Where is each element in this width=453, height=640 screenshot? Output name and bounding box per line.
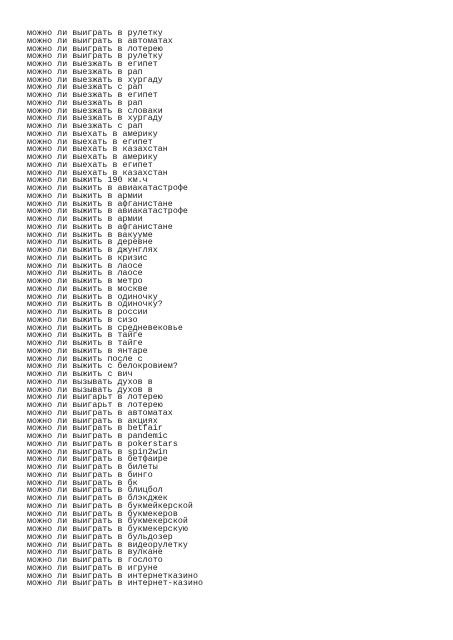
text-line: можно ли выжить 190 км.ч <box>27 176 148 186</box>
text-line: можно ли выиграть в интернетказино <box>27 571 198 581</box>
text-line: можно ли выехать в казахстан <box>27 168 168 178</box>
text-line: можно ли выиграть в интернет-казино <box>27 579 204 589</box>
text-line: можно ли выиграть в букмекеров <box>27 509 178 519</box>
text-line: можно ли выехать в казахстан <box>27 145 168 155</box>
text-line: можно ли выехать в америку <box>27 129 158 139</box>
text-line: можно ли выжить в кризис <box>27 253 148 263</box>
text-line: можно ли выиграть в блэкджек <box>27 494 168 503</box>
text-line: можно ли выжить в метро <box>27 277 143 286</box>
text-line: можно ли выиграть в букмекерской <box>27 517 188 527</box>
text-line: можно ли выиграть в betfair <box>27 424 163 434</box>
text-line: можно ли выжить в одиночку? <box>27 300 163 310</box>
text-line: можно ли выиграть в акциях <box>27 416 158 426</box>
text-line: можно ли выжить в афганистане <box>27 222 173 232</box>
text-line: можно ли выжить в вакууме <box>27 230 153 240</box>
text-line: можно ли выехать в египет <box>27 160 153 170</box>
text-line: можно ли выжить в москве <box>27 284 148 294</box>
text-line: можно ли выиграть в лотерею <box>27 44 163 54</box>
text-line: можно ли выиграть в бульдозер <box>27 532 173 542</box>
text-line: можно ли выезжать в рап <box>27 98 143 108</box>
text-line: можно ли выжить с вич <box>27 370 133 379</box>
text-line: можно ли выжить в армии <box>27 191 143 201</box>
text-line: можно ли выиграть в рулетку <box>27 52 163 62</box>
text-line: можно ли выиграть в игруне <box>27 563 158 573</box>
text-line: можно ли выезжать в хургаду <box>27 75 163 85</box>
text-line: можно ли выжить с белокровием? <box>27 362 178 372</box>
text-line: можно ли выиграть в автоматах <box>27 408 173 418</box>
text-line: можно ли выехать в америку <box>27 153 158 162</box>
text-line: можно ли выжить в одиночку <box>27 292 158 302</box>
text-line: можно ли выжить в янтаре <box>27 346 148 356</box>
text-line: можно ли выиграть в бинго <box>27 470 153 480</box>
text-line: можно ли выиграть в автоматах <box>27 36 173 46</box>
text-line: можно ли выиграть в рулетку <box>27 29 163 38</box>
text-line: можно ли выехать в египет <box>27 137 153 147</box>
text-line: можно ли выигарьт в лотерею <box>27 401 163 410</box>
text-line: можно ли выжить в лаосе <box>27 269 143 279</box>
text-line: можно ли выиграть в гослото <box>27 556 163 565</box>
text-line: можно ли выжить в средневековье <box>27 323 183 333</box>
text-line: можно ли выезжать с рап <box>27 83 143 93</box>
text-line: можно ли выжить в лаосе <box>27 261 143 271</box>
text-line: можно ли выиграть в бк <box>27 478 138 488</box>
text-line: можно ли выиграть в блицбол <box>27 486 163 496</box>
text-lines <box>27 30 203 588</box>
text-line: можно ли выигарьт в лотерею <box>27 393 163 403</box>
text-line: можно ли выиграть в spin2win <box>27 447 168 457</box>
text-line: можно ли выжить в тайге <box>27 331 143 341</box>
text-line: можно ли выиграть в букмекерскую <box>27 525 188 534</box>
text-line: можно ли выиграть в pokerstars <box>27 439 178 449</box>
text-line: можно ли вызывать духов в <box>27 377 153 387</box>
text-line: можно ли выиграть в букмейкерской <box>27 501 193 511</box>
text-line: можно ли выезжать в рап <box>27 67 143 77</box>
text-line: можно ли выиграть в pandemic <box>27 432 168 441</box>
text-line: можно ли выезжать в египет <box>27 60 158 69</box>
text-line: можно ли выиграть в вулкане <box>27 548 163 558</box>
text-line: можно ли выжить в джунглях <box>27 246 158 255</box>
text-line: можно ли выжить после с <box>27 354 143 364</box>
text-line: можно ли выжить в деревне <box>27 238 153 248</box>
text-line: можно ли выиграть в бетфаире <box>27 455 168 465</box>
text-line: можно ли выжить в россии <box>27 308 148 317</box>
text-line: можно ли вызывать духов в <box>27 385 153 395</box>
text-line: можно ли выжить в авиакатастрофе <box>27 207 188 217</box>
text-line: можно ли выжить в сизо <box>27 315 138 325</box>
text-line: можно ли выжить в авиакатастрофе <box>27 184 188 193</box>
text-line: можно ли выиграть в билеты <box>27 463 158 472</box>
text-line: можно ли выиграть в видеорулетку <box>27 540 188 550</box>
text-line: можно ли выезжать в словаки <box>27 106 163 116</box>
text-line: можно ли выезжать в египет <box>27 91 158 100</box>
text-line: можно ли выезжать с рап <box>27 122 143 131</box>
text-line: можно ли выезжать в хургаду <box>27 114 163 124</box>
text-line: можно ли выжить в тайге <box>27 339 143 348</box>
text-line: можно ли выжить в армии <box>27 215 143 224</box>
text-line: можно ли выжить в афганистане <box>27 199 173 209</box>
